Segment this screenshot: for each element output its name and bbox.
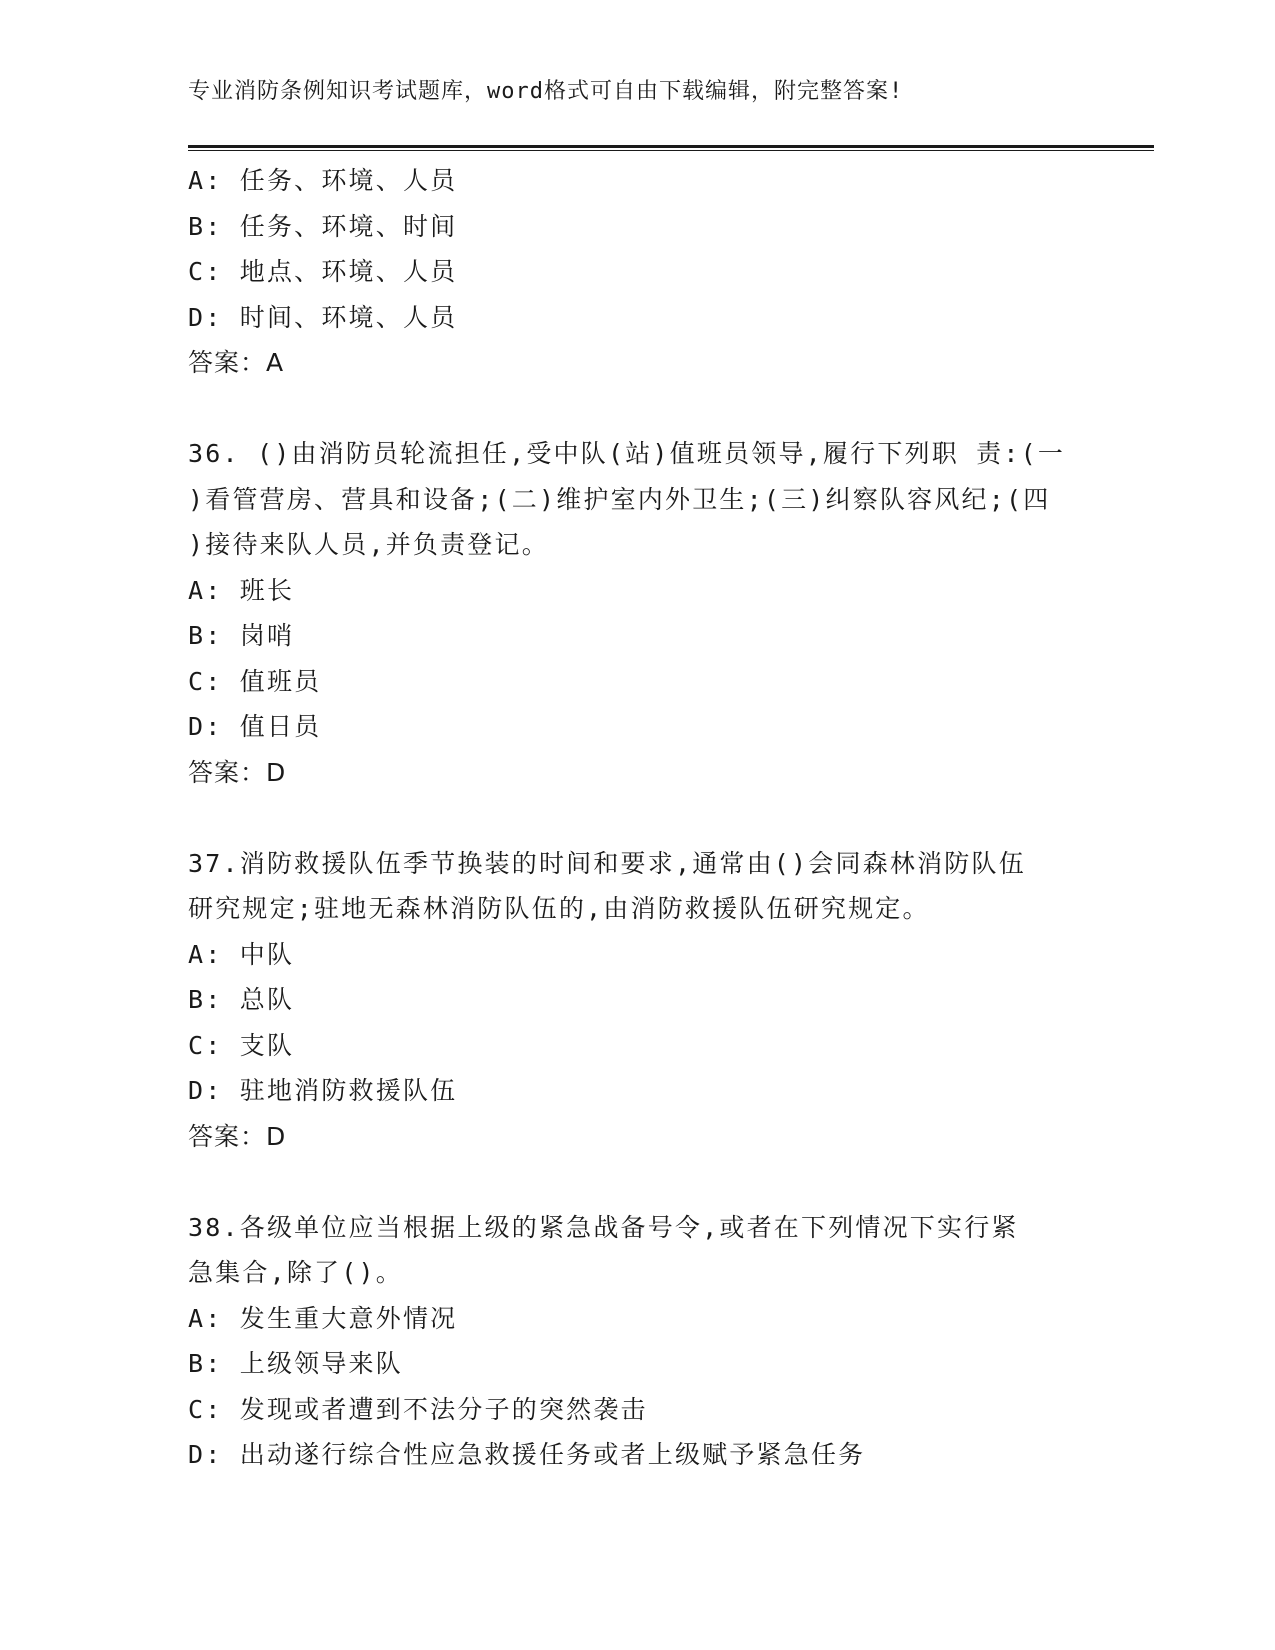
- spacer: [188, 1159, 1088, 1205]
- option-c: C: 地点、环境、人员: [188, 257, 458, 286]
- page-header: 专业消防条例知识考试题库，word格式可自由下载编辑，附完整答案!: [188, 79, 904, 104]
- option-d: D: 驻地消防救援队伍: [188, 1076, 458, 1105]
- option-b: B: 任务、环境、时间: [188, 211, 458, 241]
- header-rule: [188, 145, 1154, 151]
- question-stem-line: 38.各级单位应当根据上级的紧急战备号令,或者在下列情况下实行紧: [188, 1212, 1019, 1242]
- option-d: D: 值日员: [188, 712, 322, 741]
- option-c: C: 值班员: [188, 666, 322, 696]
- answer-label: 答案：A: [188, 348, 285, 377]
- question-stem-line: 37.消防救援队伍季节换装的时间和要求,通常由()会同森林消防队伍: [188, 848, 1026, 878]
- question-stem-line: 研究规定;驻地无森林消防队伍的,由消防救援队伍研究规定。: [188, 894, 930, 923]
- question-stem-line: )接待来队人员,并负责登记。: [188, 530, 549, 559]
- option-b: B: 总队: [188, 985, 295, 1014]
- spacer: [188, 795, 1088, 841]
- option-a: A: 发生重大意外情况: [188, 1303, 458, 1333]
- question-35: [188, 158, 1088, 386]
- answer-label: 答案：D: [188, 757, 287, 787]
- option-a: A: 任务、环境、人员: [188, 166, 458, 195]
- answer-label: 答案：D: [188, 1121, 287, 1151]
- option-a: A: 班长: [188, 575, 295, 605]
- question-list: [188, 158, 1088, 1478]
- option-c: C: 发现或者遭到不法分子的突然袭击: [188, 1394, 648, 1424]
- question-37: [188, 841, 1088, 1160]
- question-stem-line: )看管营房、营具和设备;(二)维护室内外卫生;(三)纠察队容风纪;(四: [188, 484, 1051, 514]
- option-b: B: 岗哨: [188, 621, 295, 650]
- spacer: [188, 386, 1088, 432]
- question-stem-line: 36. ()由消防员轮流担任,受中队(站)值班员领导,履行下列职 责:(一: [188, 439, 1066, 468]
- question-stem-line: 急集合,除了()。: [188, 1258, 403, 1287]
- question-38: [188, 1205, 1088, 1478]
- question-36: [188, 431, 1088, 795]
- option-b: B: 上级领导来队: [188, 1349, 403, 1378]
- option-d: D: 出动遂行综合性应急救援任务或者上级赋予紧急任务: [188, 1440, 866, 1469]
- option-c: C: 支队: [188, 1030, 295, 1060]
- option-d: D: 时间、环境、人员: [188, 302, 458, 332]
- option-a: A: 中队: [188, 939, 295, 969]
